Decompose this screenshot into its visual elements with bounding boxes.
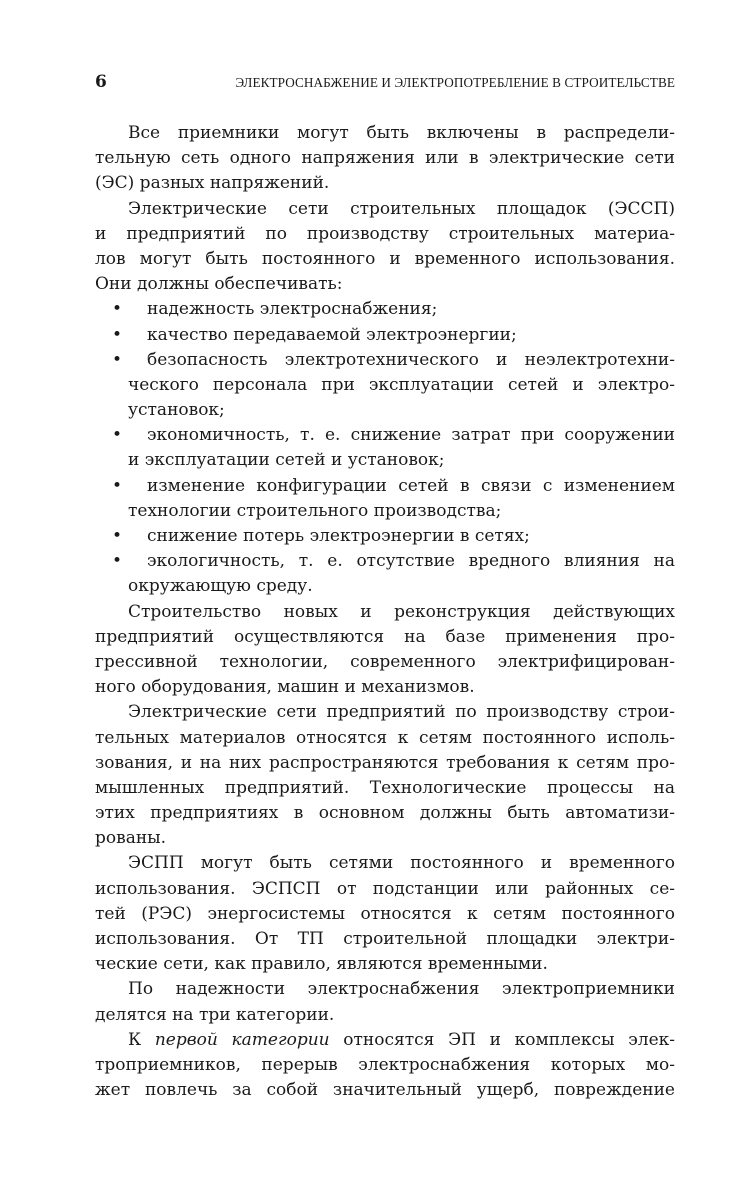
list-item-text: ческого персонала при эксплуатации сетей и электро- [128, 374, 675, 395]
bullet-icon: • [112, 299, 123, 320]
list-item-text: установок; [128, 400, 225, 421]
text-line: тельную сеть одного напряжения или в электрические сети [95, 148, 675, 169]
bullet-icon: • [112, 551, 123, 572]
text-line: Они должны обеспечивать: [95, 274, 343, 295]
text-line: Строительство новых и реконструкция действующих [128, 601, 675, 622]
list-item-text: и эксплуатации сетей и установок; [128, 450, 445, 471]
text-line: этих предприятиях в основном должны быть автоматизи- [95, 803, 675, 824]
list-item [95, 297, 675, 322]
text-line: ческие сети, как правило, являются временными. [95, 954, 548, 975]
list-item [95, 549, 675, 574]
running-title: ЭЛЕКТРОСНАБЖЕНИЕ И ЭЛЕКТРОПОТРЕБЛЕНИЕ В СТРОИТЕЛЬСТВЕ [235, 75, 675, 90]
list-item-text: качество передаваемой электроэнергии; [147, 324, 517, 345]
text-line: Все приемники могут быть включены в распредели- [128, 123, 675, 143]
text-line [95, 1028, 675, 1053]
text-run: относятся ЭП и комплексы элек- [329, 1029, 675, 1050]
list-item-text: изменение конфигурации сетей в связи с изменением [147, 475, 675, 496]
text-line: делятся на три категории. [95, 1004, 335, 1025]
category-term: первой категории [154, 1029, 330, 1050]
bullet-icon: • [112, 475, 123, 496]
text-line: По надежности электроснабжения электроприемники [128, 979, 675, 1000]
text-line: Электрические сети предприятий по производству строи- [128, 702, 675, 723]
text-line: рованы. [95, 828, 167, 849]
text-line: лов могут быть постоянного и временного использования. [95, 248, 675, 269]
text-line: ного оборудования, машин и механизмов. [95, 677, 475, 698]
list-item-text: безопасность электротехнического и неэлектротехни- [147, 349, 675, 370]
list-item [95, 323, 675, 348]
page-number: 6 [95, 72, 107, 92]
text-line: троприемников, перерыв электроснабжения которых мо- [95, 1054, 675, 1075]
list-item-text: окружающую среду. [128, 576, 313, 597]
bullet-icon: • [112, 349, 123, 370]
list-item-text: технологии строительного производства; [128, 500, 502, 521]
text-line: Электрические сети строительных площадок (ЭССП) [128, 198, 675, 219]
text-line: и предприятий по производству строительных материа- [95, 223, 675, 244]
text-line: мышленных предприятий. Технологические процессы на [95, 777, 675, 798]
text-line: жет повлечь за собой значительный ущерб, повреждение [95, 1080, 675, 1101]
text-line: тей (РЭС) энергосистемы относятся к сетям постоянного [95, 903, 675, 924]
list-item-text: экономичность, т. е. снижение затрат при сооружении [147, 425, 675, 446]
text-line: грессивной технологии, современного электрифицирован- [95, 651, 675, 672]
text-line: зования, и на них распространяются требования к сетям про- [95, 752, 675, 773]
text-line: предприятий осуществляются на базе применения про- [95, 626, 675, 647]
text-run: К [128, 1029, 155, 1050]
text-line: (ЭС) разных напряжений. [95, 173, 330, 194]
list-item-text: снижение потерь электроэнергии в сетях; [147, 526, 530, 546]
list-item [95, 524, 675, 549]
page-header [95, 70, 675, 94]
list-item [95, 474, 675, 499]
bullet-icon: • [112, 324, 123, 345]
text-line: использования. ЭСПСП от подстанции или районных се- [95, 878, 675, 899]
body-text [95, 121, 675, 1103]
bullet-icon: • [112, 526, 123, 546]
text-line: ЭСПП могут быть сетями постоянного и временного [128, 853, 675, 874]
text-line: использования. От ТП строительной площадки электри- [95, 929, 675, 949]
list-item-text: надежность электроснабжения; [147, 299, 438, 320]
bullet-icon: • [112, 425, 123, 446]
list-item-text: экологичность, т. е. отсутствие вредного влияния на [147, 551, 675, 572]
text-line: тельных материалов относятся к сетям постоянного исполь- [95, 727, 675, 748]
list-item [95, 423, 675, 448]
list-item [95, 348, 675, 373]
